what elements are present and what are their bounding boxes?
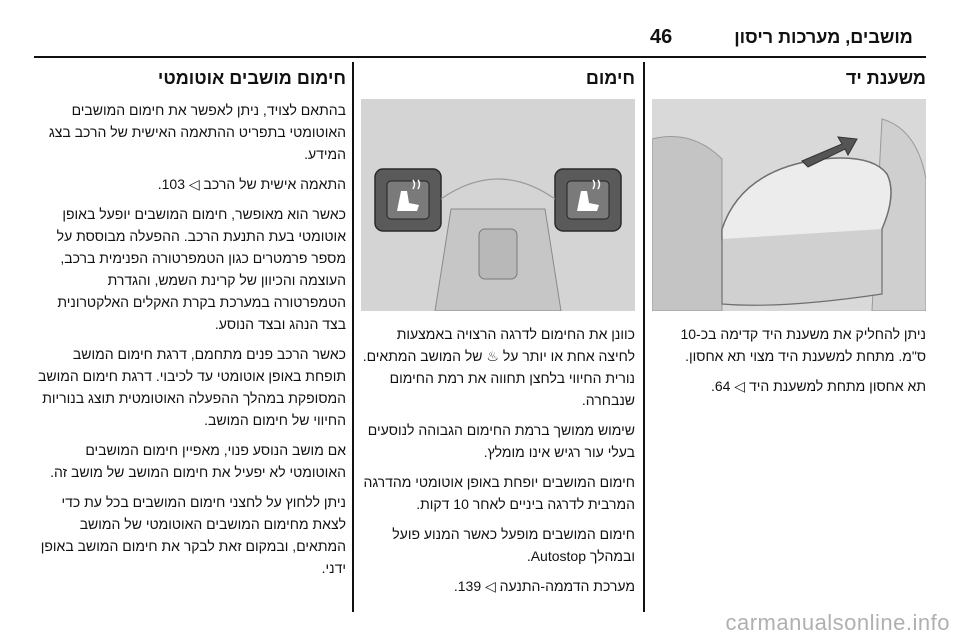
armrest-figure: [652, 99, 926, 311]
heating-ref: מערכת הדממה-התנעה ◁ 139.: [453, 578, 635, 594]
column-divider: [352, 62, 354, 612]
heating-text-1: כוונן את החימום לדרגה הרצויה באמצעות לחיצה אחת או יותר על ♨ של המושב המתאים. נורית החיווי בלחצן תחווה את רמת החימום שנבחרה.: [362, 326, 635, 408]
auto-heating-text-1: בהתאם לצויד, ניתן לאפשר את חימום המושבים האוטומטי בתפריט ההתאמה האישית של הרכב בצג המידע.: [48, 102, 346, 162]
heating-text-3: חימום המושבים יופחת באופן אוטומטי מהדרגה המרבית לדרגה ביניים לאחר 10 דקות.: [363, 474, 635, 512]
seat-heat-illustration: [361, 99, 635, 311]
heating-text-4: חימום המושבים מופעל כאשר המנוע פועל ובמהלך Autostop.: [392, 526, 635, 564]
auto-heating-section: [34, 62, 346, 587]
heating-text-2: שימוש ממושך ברמת החימום הגבוהה לנוסעים בעלי עור רגיש אינו מומלץ.: [367, 422, 635, 460]
auto-heating-text-5: ניתן ללחוץ על לחצני חימום המושבים בכל עת כדי לצאת מחימום המושבים האוטומטי של המושב המתאים, ובמקום זאת לבקר את חימום המושב באופן ידני.: [40, 494, 346, 576]
armrest-text: ניתן להחליק את משענת היד קדימה בכ-10 ס"מ. מתחת למשענת היד מצוי תא אחסון.: [680, 326, 926, 364]
auto-heating-ref: התאמה אישית של הרכב ◁ 103.: [157, 176, 346, 192]
page-number: 46: [650, 26, 673, 48]
seat-heat-button-icon: [375, 169, 441, 231]
auto-heating-text-2: כאשר הוא מאופשר, חימום המושבים יופעל באופן אוטומטי בעת התנעת הרכב. ההפעלה מבוססת על מספר פרמטרים כגון הטמפרטורה הפנימית ברכב, העוצמה והכיוון של קרינת השמש, והגדרת הטמפרטורה במערכת בקרת האקלים האלקטרונית בצד הנהג ובצד הנוסע.: [56, 206, 346, 332]
running-title: מושבים, מערכות ריסון: [734, 27, 913, 47]
page-header: [650, 26, 924, 49]
seat-heat-button-icon: [555, 169, 621, 231]
auto-heating-text-3: כאשר הרכב פנים מתחמם, דרגת חימום המושב תופחת באופן אוטומטי עד לכיבוי. דרגת חימום המושב המסופקת במהלך ההפעלה האוטומטית תוצג בנוריות החיווי של חימום המושב.: [38, 346, 346, 428]
heating-section: [361, 62, 635, 605]
column-divider: [643, 62, 645, 612]
heating-heading: חימום: [585, 68, 635, 88]
armrest-ref: תא אחסון מתחת למשענת היד ◁ 64.: [710, 378, 926, 394]
auto-heating-text-4: אם מושב הנוסע פנוי, מאפיין חימום המושבים האוטומטי לא יפעיל את חימום המושב של מושב זה.: [50, 442, 346, 480]
watermark[interactable]: carmanualsonline.info: [725, 610, 950, 635]
armrest-illustration: [652, 99, 926, 311]
armrest-heading: משענת יד: [845, 68, 926, 88]
heating-figure: [361, 99, 635, 311]
header-rule: [34, 56, 926, 58]
armrest-section: [652, 62, 926, 405]
auto-heating-heading: חימום מושבים אוטומטי: [157, 68, 346, 88]
